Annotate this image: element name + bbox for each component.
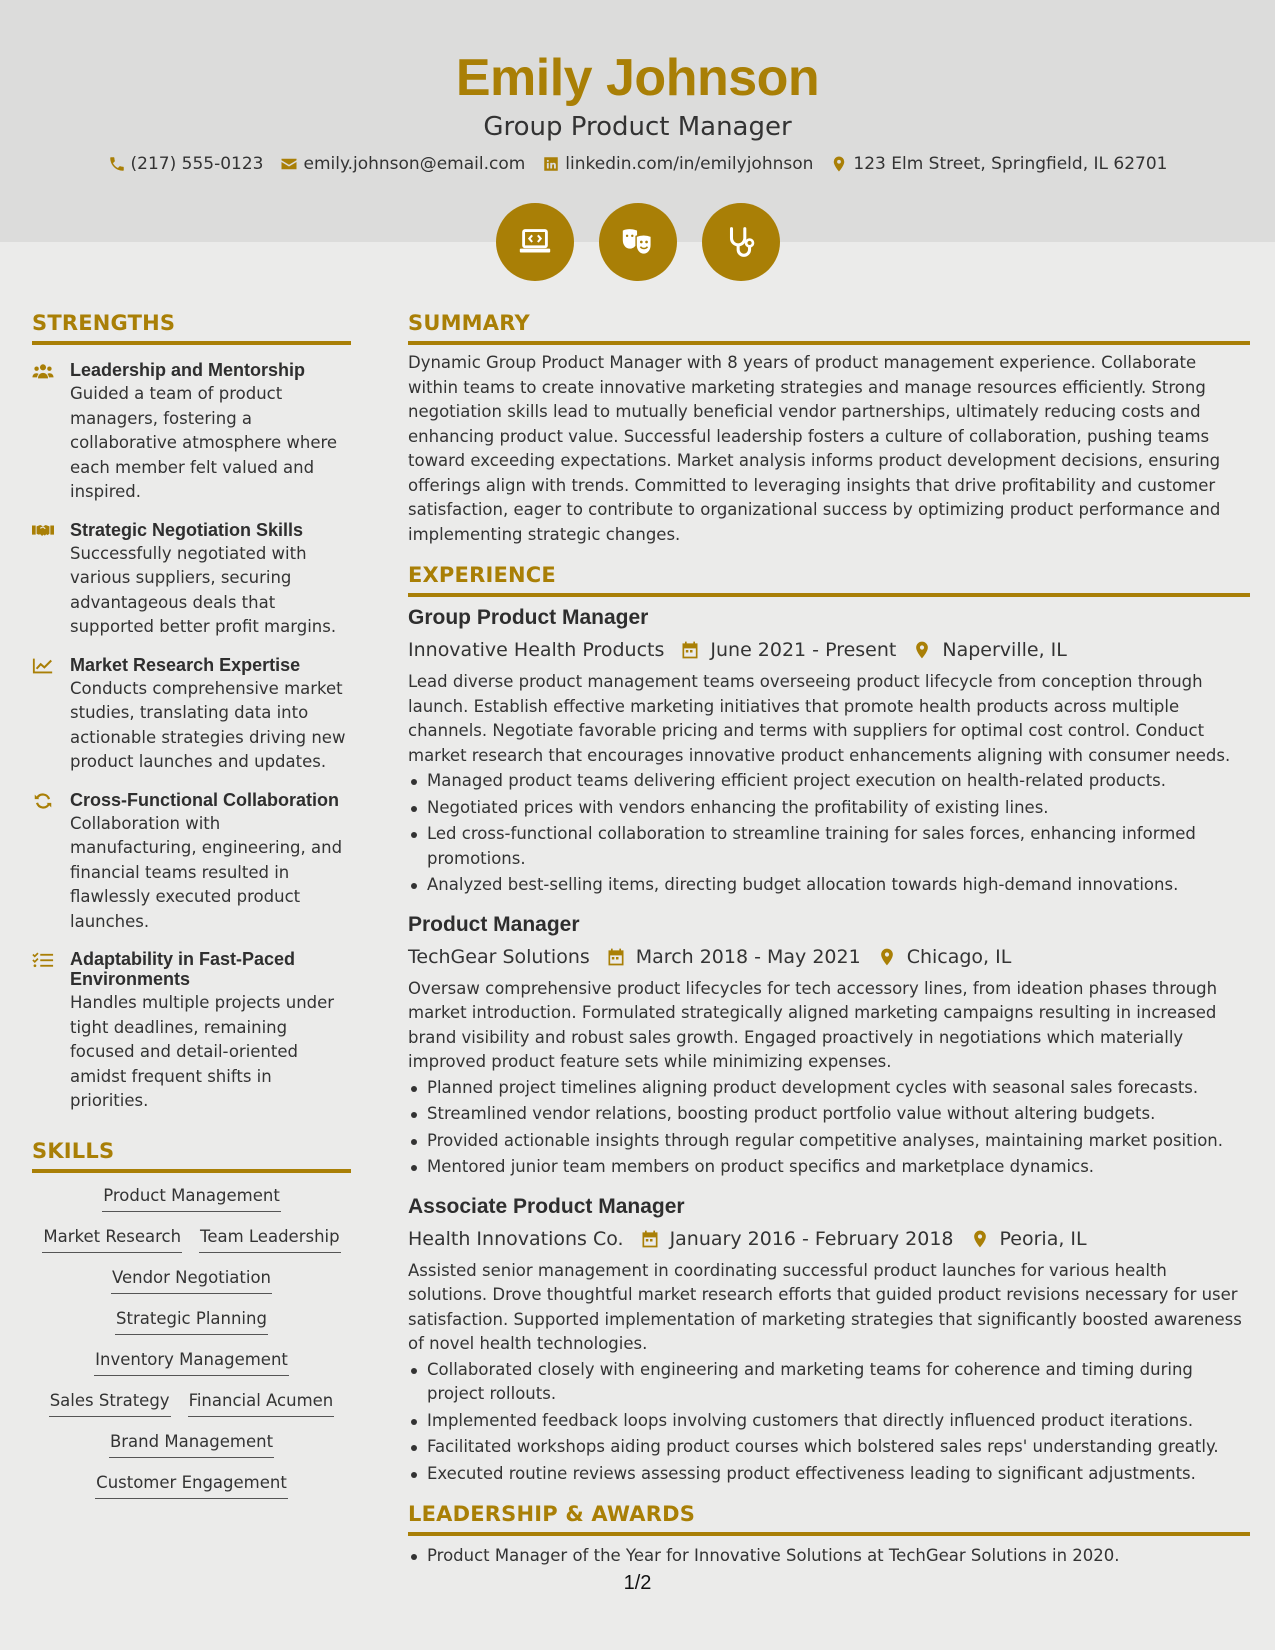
hobby-circle-theater	[599, 203, 677, 281]
contact-linkedin[interactable]	[542, 154, 813, 174]
calendar-icon	[640, 1229, 660, 1249]
list-item: Managed product teams delivering efficient project execution on health-related products.	[408, 769, 1250, 794]
strength-desc: Conducts comprehensive market studies, translating data into actionable strategies driving new product launches and updates.	[70, 678, 346, 771]
tasks-icon	[32, 951, 54, 969]
list-item: Planned project timelines aligning product development cycles with seasonal sales forecasts.	[408, 1076, 1250, 1101]
skill-tag: Market Research	[42, 1226, 182, 1253]
strength-item	[32, 655, 351, 775]
job-entry	[408, 1194, 1250, 1487]
job-location: Peoria, IL	[999, 1227, 1087, 1250]
job-desc: Assisted senior management in coordinating successful product launches for various health solutions. Drove thoughtful market research efforts that guided product revisions necessary for user satisfaction. Supported implementation of marketing strategies that significantly boosted awareness of novel health technologies.	[408, 1260, 1242, 1353]
hobby-circle-medical	[702, 203, 780, 281]
page-number: 1/2	[623, 1572, 652, 1594]
list-item: Streamlined vendor relations, boosting product portfolio value without altering budgets.	[408, 1102, 1250, 1127]
job-title: Group Product Manager	[408, 606, 649, 629]
map-marker-icon	[830, 155, 848, 173]
skill-row	[32, 1185, 351, 1212]
skill-tag: Sales Strategy	[49, 1390, 171, 1417]
experience-heading: EXPERIENCE	[408, 562, 1250, 597]
contact-bar	[0, 151, 1275, 177]
job-title-header: Group Product Manager	[483, 112, 792, 142]
job-company: Health Innovations Co.	[408, 1227, 624, 1250]
skill-tag: Team Leadership	[199, 1226, 341, 1253]
strength-desc: Successfully negotiated with various suppliers, securing advantageous deals that supported better profit margins.	[70, 543, 337, 636]
skill-tag: Strategic Planning	[115, 1308, 268, 1335]
list-item: Facilitated workshops aiding product courses which bolstered sales reps' understanding greatly.	[408, 1435, 1250, 1460]
contact-phone[interactable]	[108, 154, 264, 174]
awards-heading: LEADERSHIP & AWARDS	[408, 1501, 1250, 1536]
skill-row	[32, 1472, 351, 1499]
skill-tag: Customer Engagement	[95, 1472, 288, 1499]
job-title: Product Manager	[408, 912, 580, 936]
skill-row	[32, 1226, 351, 1253]
list-item: Analyzed best-selling items, directing budget allocation towards high-demand innovations.	[408, 873, 1250, 898]
job-bullets	[408, 1358, 1250, 1487]
job-meta	[408, 638, 1250, 662]
linkedin-icon	[542, 155, 560, 173]
skills-heading: SKILLS	[32, 1138, 351, 1173]
phone-icon	[108, 155, 126, 173]
list-item: Mentored junior team members on product specifics and marketplace dynamics.	[408, 1155, 1250, 1180]
job-dates: January 2016 - February 2018	[669, 1227, 954, 1250]
job-desc: Oversaw comprehensive product lifecycles for tech accessory lines, from ideation phases through market introduction. Formulated strategically aligned marketing campaigns resulting in increased brand visibility and robust sales growth. Engaged proactively in negotiations which materially improved product feature sets while minimizing expenses.	[408, 978, 1218, 1071]
job-company: TechGear Solutions	[408, 945, 590, 968]
job-location: Naperville, IL	[942, 639, 1067, 661]
calendar-icon	[680, 640, 700, 660]
candidate-name: Emily Johnson	[455, 49, 820, 107]
awards-list	[408, 1544, 1250, 1569]
summary-heading: SUMMARY	[408, 310, 1250, 345]
stethoscope-icon	[722, 223, 760, 261]
strength-item	[32, 360, 351, 505]
job-desc: Lead diverse product management teams overseeing product lifecycle from conception through launch. Establish effective marketing initiatives that promote health products across multiple channels. Negotiate favorable pricing and terms with suppliers for optimal cost control. Conduct market research that encourages innovative product enhancements aligning with consumer needs.	[408, 672, 1231, 765]
envelope-icon	[280, 155, 298, 173]
job-bullets	[408, 1076, 1250, 1180]
calendar-icon	[606, 947, 626, 967]
summary-text: Dynamic Group Product Manager with 8 years of product management experience. Collaborate within teams to create innovative marketing strategies and manage resources efficiently. Strong negotiation skills lead to mutually beneficial vendor partnerships, ultimately reducing costs and enhancing product value. Successful leadership fosters a culture of collaboration, pushing teams toward exceeding expectations. Market analysis informs product development decisions, ensuring offerings align with trends. Committed to leveraging insights that drive profitability and customer satisfaction, eager to contribute to organizational success by optimizing product performance and implementing strategic changes.	[408, 353, 1221, 544]
skill-row	[32, 1390, 351, 1417]
linkedin-text: linkedin.com/in/emilyjohnson	[565, 154, 814, 174]
hobby-icons	[0, 203, 1275, 281]
strength-desc: Guided a team of product managers, fostering a collaborative atmosphere where each member felt valued and inspired.	[70, 384, 338, 501]
job-dates: June 2021 - Present	[710, 639, 897, 661]
skill-tag: Brand Management	[109, 1431, 274, 1458]
address-text: 123 Elm Street, Springfield, IL 62701	[853, 154, 1168, 174]
skill-row	[32, 1267, 351, 1294]
skill-tag: Inventory Management	[94, 1349, 289, 1376]
list-item: Executed routine reviews assessing product effectiveness leading to significant adjustments.	[408, 1462, 1250, 1487]
job-bullets	[408, 769, 1250, 898]
skill-tag: Financial Acumen	[188, 1390, 335, 1417]
strength-desc: Handles multiple projects under tight deadlines, remaining focused and detail-oriented amidst frequent shifts in priorities.	[70, 993, 335, 1110]
list-item: Product Manager of the Year for Innovative Solutions at TechGear Solutions in 2020.	[408, 1544, 1250, 1569]
strength-title: Cross-Functional Collaboration	[70, 789, 340, 810]
strength-title: Strategic Negotiation Skills	[70, 519, 304, 540]
job-meta	[408, 1227, 1250, 1251]
skill-row	[32, 1349, 351, 1376]
list-item: Provided actionable insights through regular competitive analyses, maintaining market position.	[408, 1129, 1250, 1154]
sync-icon	[32, 792, 54, 810]
strength-desc: Collaboration with manufacturing, engineering, and financial teams resulted in flawlessly executed product launches.	[70, 813, 343, 931]
map-marker-icon	[877, 947, 897, 967]
strengths-heading: STRENGTHS	[32, 310, 351, 345]
list-item: Led cross-functional collaboration to streamline training for sales forces, enhancing informed promotions.	[408, 822, 1250, 871]
skill-tag: Vendor Negotiation	[111, 1267, 272, 1294]
job-dates: March 2018 - May 2021	[635, 945, 861, 968]
job-location: Chicago, IL	[906, 945, 1012, 968]
right-column	[408, 310, 1250, 1571]
list-item: Implemented feedback loops involving customers that directly influenced product iterations.	[408, 1409, 1250, 1434]
strength-item	[32, 790, 351, 935]
skill-row	[32, 1308, 351, 1335]
strength-title: Market Research Expertise	[70, 654, 301, 675]
email-text: emily.johnson@email.com	[303, 154, 526, 174]
users-icon	[32, 362, 54, 380]
list-item: Negotiated prices with vendors enhancing the profitability of existing lines.	[408, 796, 1250, 821]
job-entry	[408, 912, 1250, 1180]
skill-tag: Product Management	[102, 1185, 281, 1212]
chart-line-icon	[32, 657, 54, 675]
phone-text: (217) 555-0123	[130, 154, 264, 174]
strength-title: Adaptability in Fast-Paced Environments	[70, 949, 296, 989]
contact-email[interactable]	[280, 154, 525, 174]
job-title: Associate Product Manager	[408, 1194, 685, 1218]
job-meta	[408, 945, 1250, 969]
strength-item	[32, 520, 351, 640]
map-marker-icon	[912, 640, 932, 660]
job-company: Innovative Health Products	[408, 639, 665, 661]
strength-item	[32, 949, 351, 1114]
theater-masks-icon	[619, 223, 657, 261]
map-marker-icon	[970, 1229, 990, 1249]
left-column	[32, 310, 351, 1513]
handshake-icon	[32, 522, 54, 540]
job-entry	[408, 605, 1250, 898]
laptop-code-icon	[516, 223, 554, 261]
hobby-circle-coding	[496, 203, 574, 281]
strength-title: Leadership and Mentorship	[70, 360, 306, 380]
list-item: Collaborated closely with engineering and marketing teams for coherence and timing during project rollouts.	[408, 1358, 1250, 1407]
skill-row	[32, 1431, 351, 1458]
contact-address	[830, 154, 1167, 174]
skills-list	[32, 1185, 351, 1499]
